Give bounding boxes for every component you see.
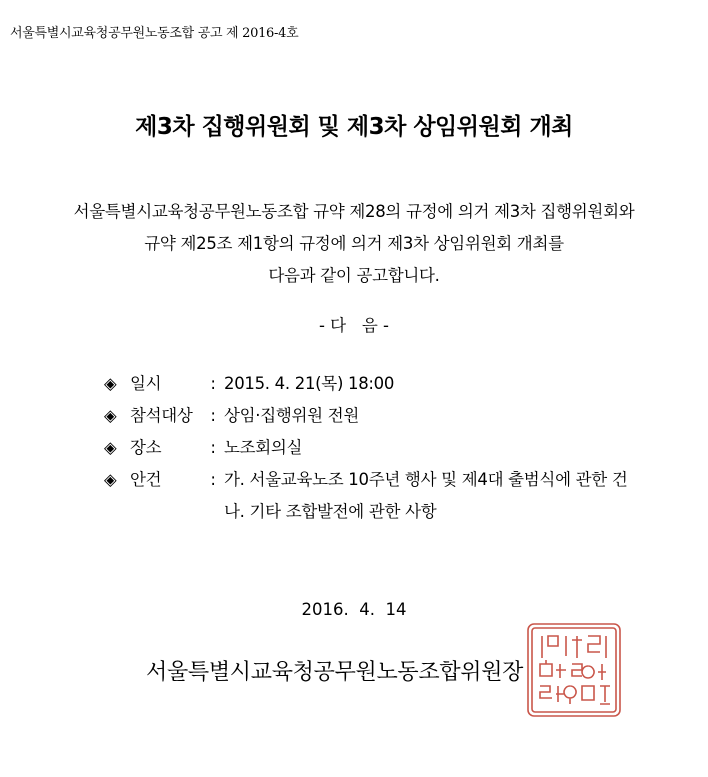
body-line-1: 서울특별시교육청공무원노동조합 규약 제28의 규정에 의거 제3차 집행위원회와 [73,202,635,221]
signatory-name: 서울특별시교육청공무원노동조합위원장 [146,660,524,685]
diamond-bullet-icon: ◈ [104,406,117,425]
detail-label: 장소 [130,438,162,457]
body-line-2: 규약 제25조 제1항의 규정에 의거 제3차 상임위원회 개최를 [144,234,564,253]
detail-value: 2015. 4. 21(목) 18:00 [224,374,395,393]
diamond-bullet-icon: ◈ [104,374,117,393]
announcement-number: 서울특별시교육청공무원노동조합 공고 제 2016-4호 [10,26,299,41]
detail-item-agenda [104,464,628,496]
document-title: 제3차 집행위원회 및 제3차 상임위원회 개최 [135,114,573,140]
detail-label: 참석대상 [130,406,193,425]
detail-label: 안건 [130,470,162,489]
detail-colon: : [210,406,216,425]
announcement-date: 2016. 4. 14 [301,600,407,619]
detail-item-time [104,368,628,400]
official-seal-stamp [526,622,622,718]
detail-colon: : [210,438,216,457]
detail-colon: : [210,374,216,393]
detail-value: 가. 서울교육노조 10주년 행사 및 제4대 출범식에 관한 건 [224,470,628,489]
diamond-bullet-icon: ◈ [104,470,117,489]
detail-value: 상임·집행위원 전원 [224,406,360,425]
announcement-body [0,196,708,292]
details-list [104,368,628,528]
body-line-3: 다음과 같이 공고합니다. [268,266,440,285]
section-divider: - 다 음 - [318,316,389,335]
detail-item-place [104,432,628,464]
detail-label: 일시 [130,374,162,393]
detail-colon: : [210,470,216,489]
detail-item-attendees [104,400,628,432]
detail-value: 노조회의실 [224,438,303,457]
agenda-item-2: 나. 기타 조합발전에 관한 사항 [224,502,437,521]
diamond-bullet-icon: ◈ [104,438,117,457]
